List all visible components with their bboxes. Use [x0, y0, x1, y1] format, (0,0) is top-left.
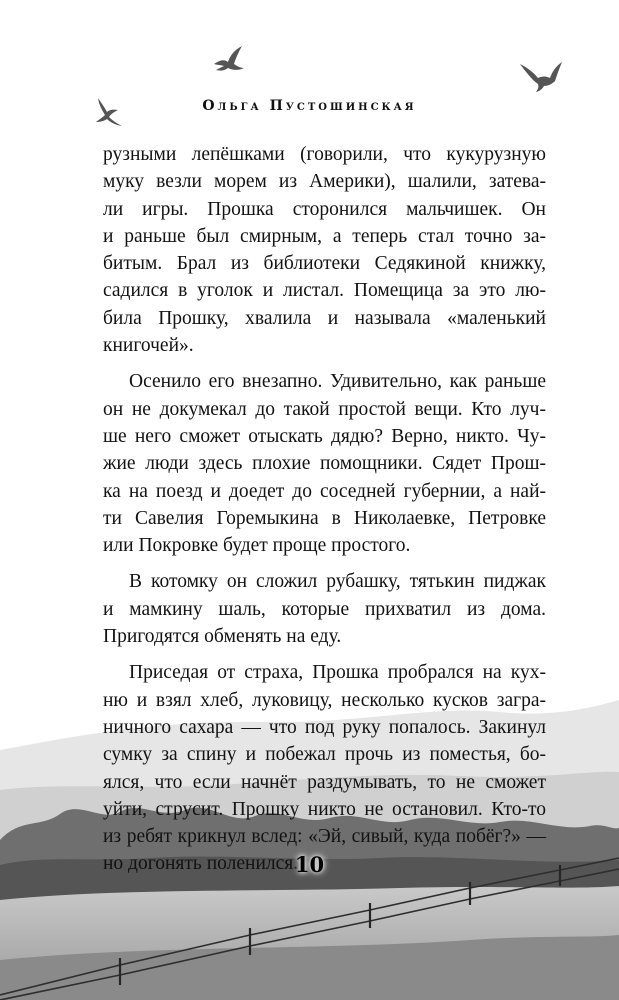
text-line: била Прошку, хвалила и называла «маленький: [103, 307, 546, 329]
text-line: битым. Брал из библиотеки Седякиной книжку,: [103, 253, 546, 275]
body-text: [103, 141, 546, 878]
text-line: из ребят крикнул вслед: «Эй, сивый, куда побёг?» —: [103, 826, 546, 848]
text-line: и мамкину шаль, которые прихватил из дома.: [103, 598, 546, 620]
paragraph: [103, 368, 546, 559]
text-line: ялся, что если начнёт раздумывать, то не сможет: [103, 771, 546, 793]
page-number: 10: [294, 852, 325, 877]
text-line: жие люди здесь плохие помощники. Сядет Прош-: [103, 453, 546, 475]
text-line: садился в уголок и листал. Помещица за это лю-: [103, 280, 546, 302]
text-line: книгочей».: [103, 335, 194, 357]
text-line: или Покровке будет проще простого.: [103, 535, 411, 557]
text-line: ти Савелия Горемыкина в Николаевке, Петровке: [103, 507, 546, 529]
running-header: Ольга Пустошинская: [202, 98, 417, 114]
paragraph: [103, 659, 546, 877]
text-line: Пригодятся обменять на еду.: [103, 626, 342, 648]
text-line: рузными лепёшками (говорили, что кукурузную: [103, 144, 546, 165]
text-line: В котомку он сложил рубашку, тятькин пиджак: [129, 571, 546, 593]
bird-icon: [212, 44, 246, 78]
text-line: ли игры. Прошка сторонился мальчишек. Он: [103, 198, 546, 220]
paragraph: [103, 568, 546, 650]
paragraph: [103, 141, 546, 359]
text-line: ничного сахара — что под руку попалось. Закинул: [103, 716, 546, 738]
text-line: Осенило его внезапно. Удивительно, как раньше: [129, 371, 546, 393]
bird-icon: [518, 58, 564, 94]
text-line: ню и взял хлеб, луковицу, несколько кусков загра-: [103, 689, 546, 711]
text-line: муку везли морем из Америки), шалили, затева-: [103, 171, 546, 193]
text-line: но догонять поленился.: [103, 853, 299, 875]
text-line: он не докумекал до такой простой вещи. Кто луч-: [103, 398, 546, 420]
text-line: Приседая от страха, Прошка пробрался на кух-: [129, 662, 546, 684]
text-line: и раньше был смирным, а теперь стал точно за-: [103, 225, 546, 247]
text-line: сумку за спину и побежал прочь из поместья, бо-: [103, 744, 546, 766]
text-line: ка на поезд и доедет до соседней губернии, а най-: [103, 480, 546, 502]
text-line: уйти, струсит. Прошку никто не остановил. Кто-то: [103, 798, 546, 820]
text-line: ше него сможет отыскать дядю? Верно, никто. Чу-: [103, 425, 546, 447]
